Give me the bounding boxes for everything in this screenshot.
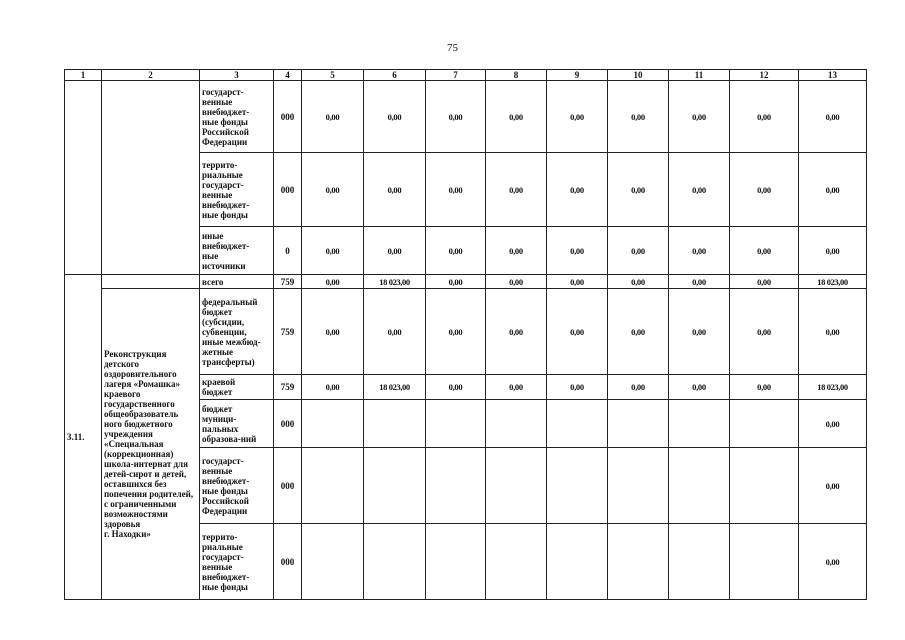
header-cell: 12 xyxy=(730,70,799,81)
value-cell: 0,00 xyxy=(608,275,669,289)
project-name: Реконструкция детского оздоровительного лагеря «Ромашка» краевого государственного общеобразователь ного бюджетного учреждения «Специальная (коррекционная) школа-интернат для детей-сирот и детей, оставшихся без попечения родителей, с ограниченными возможностями здоровья г. Находки» xyxy=(102,289,200,600)
value-cell: 0,00 xyxy=(302,275,364,289)
funding-source: террито- риальные государст- венные внебюджет- ные фонды xyxy=(200,524,274,600)
header-cell: 5 xyxy=(302,70,364,81)
funding-source: федеральный бюджет (субсидии, субвенции, иные межбюд- жетные трансферты) xyxy=(200,289,274,375)
header-cell: 7 xyxy=(426,70,486,81)
value-cell xyxy=(669,524,730,600)
value-cell xyxy=(730,400,799,448)
page-number: 75 xyxy=(447,42,458,54)
value-cell xyxy=(426,524,486,600)
value-cell: 0,00 xyxy=(608,153,669,227)
value-cell: 0,00 xyxy=(426,375,486,400)
value-cell: 0,00 xyxy=(486,153,547,227)
value-cell: 0,00 xyxy=(426,227,486,275)
value-cell: 18 023,00 xyxy=(364,375,426,400)
header-cell: 11 xyxy=(669,70,730,81)
value-cell xyxy=(730,448,799,524)
empty-item-name-cell xyxy=(102,81,200,275)
value-cell xyxy=(426,448,486,524)
empty-name-cell xyxy=(102,275,200,289)
funding-source: бюджет муници- пальных образова-ний xyxy=(200,400,274,448)
funding-source: всего xyxy=(200,275,274,289)
value-cell: 0,00 xyxy=(730,227,799,275)
value-cell: 0,00 xyxy=(799,289,867,375)
value-cell xyxy=(486,448,547,524)
header-cell: 1 xyxy=(65,70,102,81)
value-cell: 18 023,00 xyxy=(799,375,867,400)
value-cell: 0,00 xyxy=(730,375,799,400)
value-cell xyxy=(608,400,669,448)
budget-table xyxy=(64,69,867,600)
code-cell: 000 xyxy=(274,448,302,524)
value-cell: 0,00 xyxy=(486,375,547,400)
item-number: 3.11. xyxy=(65,275,102,600)
value-cell: 0,00 xyxy=(364,81,426,153)
code-cell: 000 xyxy=(274,153,302,227)
value-cell: 0,00 xyxy=(426,275,486,289)
value-cell xyxy=(547,400,608,448)
value-cell xyxy=(364,448,426,524)
table-row xyxy=(65,275,867,289)
value-cell: 0,00 xyxy=(799,153,867,227)
header-cell: 2 xyxy=(102,70,200,81)
value-cell: 0,00 xyxy=(547,227,608,275)
value-cell xyxy=(669,400,730,448)
value-cell: 0,00 xyxy=(730,275,799,289)
code-cell: 000 xyxy=(274,400,302,448)
funding-source: краевой бюджет xyxy=(200,375,274,400)
value-cell: 0,00 xyxy=(547,289,608,375)
value-cell: 0,00 xyxy=(364,289,426,375)
value-cell xyxy=(547,524,608,600)
code-cell: 000 xyxy=(274,524,302,600)
value-cell: 18 023,00 xyxy=(364,275,426,289)
header-row xyxy=(65,70,867,81)
value-cell: 0,00 xyxy=(426,81,486,153)
value-cell: 0,00 xyxy=(730,153,799,227)
value-cell xyxy=(730,524,799,600)
value-cell: 0,00 xyxy=(302,375,364,400)
value-cell: 0,00 xyxy=(608,227,669,275)
value-cell: 0,00 xyxy=(302,289,364,375)
header-cell: 3 xyxy=(200,70,274,81)
value-cell: 0,00 xyxy=(426,289,486,375)
value-cell: 0,00 xyxy=(730,289,799,375)
value-cell xyxy=(486,400,547,448)
header-cell: 4 xyxy=(274,70,302,81)
value-cell: 0,00 xyxy=(799,81,867,153)
header-cell: 6 xyxy=(364,70,426,81)
value-cell: 18 023,00 xyxy=(799,275,867,289)
value-cell: 0,00 xyxy=(669,227,730,275)
header-cell: 8 xyxy=(486,70,547,81)
value-cell: 0,00 xyxy=(486,275,547,289)
value-cell: 0,00 xyxy=(364,153,426,227)
value-cell xyxy=(364,400,426,448)
empty-item-number-cell xyxy=(65,81,102,275)
value-cell: 0,00 xyxy=(547,81,608,153)
value-cell: 0,00 xyxy=(608,81,669,153)
code-cell: 000 xyxy=(274,81,302,153)
value-cell: 0,00 xyxy=(302,81,364,153)
table-row xyxy=(65,289,867,375)
code-cell: 759 xyxy=(274,375,302,400)
code-cell: 759 xyxy=(274,289,302,375)
value-cell: 0,00 xyxy=(669,153,730,227)
value-cell: 0,00 xyxy=(547,375,608,400)
value-cell xyxy=(608,524,669,600)
value-cell: 0,00 xyxy=(799,400,867,448)
value-cell: 0,00 xyxy=(669,81,730,153)
funding-source: государст- венные внебюджет- ные фонды Российской Федерации xyxy=(200,448,274,524)
value-cell xyxy=(302,400,364,448)
value-cell xyxy=(608,448,669,524)
value-cell xyxy=(486,524,547,600)
value-cell: 0,00 xyxy=(547,153,608,227)
value-cell: 0,00 xyxy=(547,275,608,289)
value-cell xyxy=(302,448,364,524)
value-cell: 0,00 xyxy=(486,81,547,153)
value-cell: 0,00 xyxy=(608,289,669,375)
funding-source: государст- венные внебюджет- ные фонды Российской Федерации xyxy=(200,81,274,153)
value-cell xyxy=(669,448,730,524)
code-cell: 759 xyxy=(274,275,302,289)
value-cell: 0,00 xyxy=(799,524,867,600)
funding-source: террито- риальные государст- венные внебюджет- ные фонды xyxy=(200,153,274,227)
value-cell: 0,00 xyxy=(302,227,364,275)
value-cell xyxy=(547,448,608,524)
value-cell: 0,00 xyxy=(364,227,426,275)
value-cell: 0,00 xyxy=(669,375,730,400)
value-cell: 0,00 xyxy=(669,289,730,375)
value-cell: 0,00 xyxy=(799,448,867,524)
value-cell: 0,00 xyxy=(426,153,486,227)
value-cell: 0,00 xyxy=(730,81,799,153)
header-cell: 13 xyxy=(799,70,867,81)
header-cell: 10 xyxy=(608,70,669,81)
value-cell xyxy=(426,400,486,448)
value-cell xyxy=(364,524,426,600)
value-cell: 0,00 xyxy=(669,275,730,289)
header-cell: 9 xyxy=(547,70,608,81)
value-cell: 0,00 xyxy=(302,153,364,227)
code-cell: 0 xyxy=(274,227,302,275)
value-cell: 0,00 xyxy=(608,375,669,400)
funding-source: иные внебюджет- ные источники xyxy=(200,227,274,275)
value-cell: 0,00 xyxy=(486,289,547,375)
value-cell xyxy=(302,524,364,600)
table-row xyxy=(65,81,867,153)
value-cell: 0,00 xyxy=(486,227,547,275)
value-cell: 0,00 xyxy=(799,227,867,275)
